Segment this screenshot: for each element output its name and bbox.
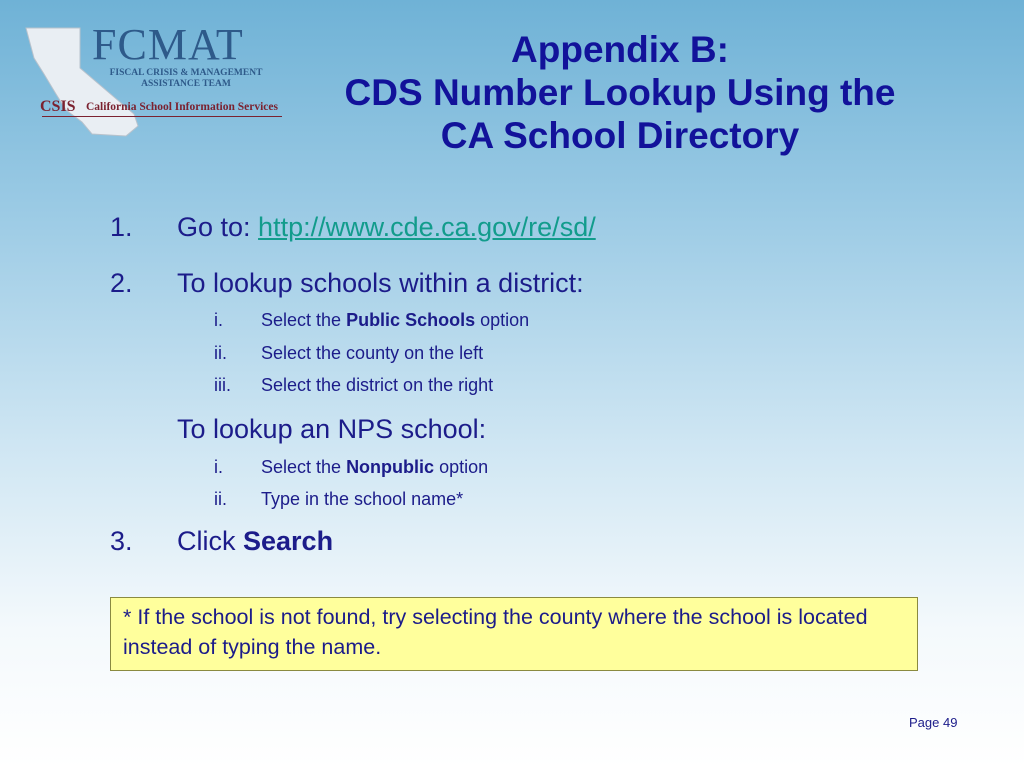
fcmat-subtitle [106,68,266,90]
sub-text: Select the county on the left [261,343,484,363]
sub-number: ii. [214,343,227,363]
sub-number: ii. [214,489,227,509]
csis-wordmark: CSIS [40,98,76,115]
sub-text: option [475,310,530,330]
footnote-box: * If the school is not found, try selecting the county where the school is located instead of typing the name. [110,597,918,671]
sub-text: option [434,457,489,477]
fcmat-subtitle-line1: FISCAL CRISIS & MANAGEMENT [109,68,263,78]
sub-number: iii. [214,375,231,395]
directory-link[interactable]: http://www.cde.ca.gov/re/sd/ [258,212,596,242]
logo-divider [42,116,282,117]
step-2-number: 2. [110,268,133,298]
public-schools-option: Public Schools [346,310,476,330]
title-line3: CA School Directory [440,115,800,156]
title-line1: Appendix B: [511,29,729,70]
step-1-label: Go to: [177,212,259,242]
step-2-text: To lookup schools within a district: [177,268,584,298]
step-3-label: Click [177,526,243,556]
csis-name: California School Information Services [86,101,278,113]
sub-text: Select the [261,457,347,477]
step-1-number: 1. [110,212,133,242]
search-button-label: Search [243,526,334,556]
slide-title [270,28,970,157]
fcmat-logo [22,22,284,140]
fcmat-wordmark: FCMAT [92,20,244,69]
sub-text: Select the district on the right [261,375,494,395]
page-number: Page 49 [909,715,958,730]
sub-number: i. [214,310,223,330]
nonpublic-option: Nonpublic [346,457,435,477]
sub-text: Type in the school name* [261,489,464,509]
title-line2: CDS Number Lookup Using the [344,72,896,113]
fcmat-subtitle-line2: ASSISTANCE TEAM [141,79,231,89]
sub-number: i. [214,457,223,477]
nps-text: To lookup an NPS school: [177,414,487,444]
sub-text: Select the [261,310,347,330]
step-3-number: 3. [110,526,133,556]
